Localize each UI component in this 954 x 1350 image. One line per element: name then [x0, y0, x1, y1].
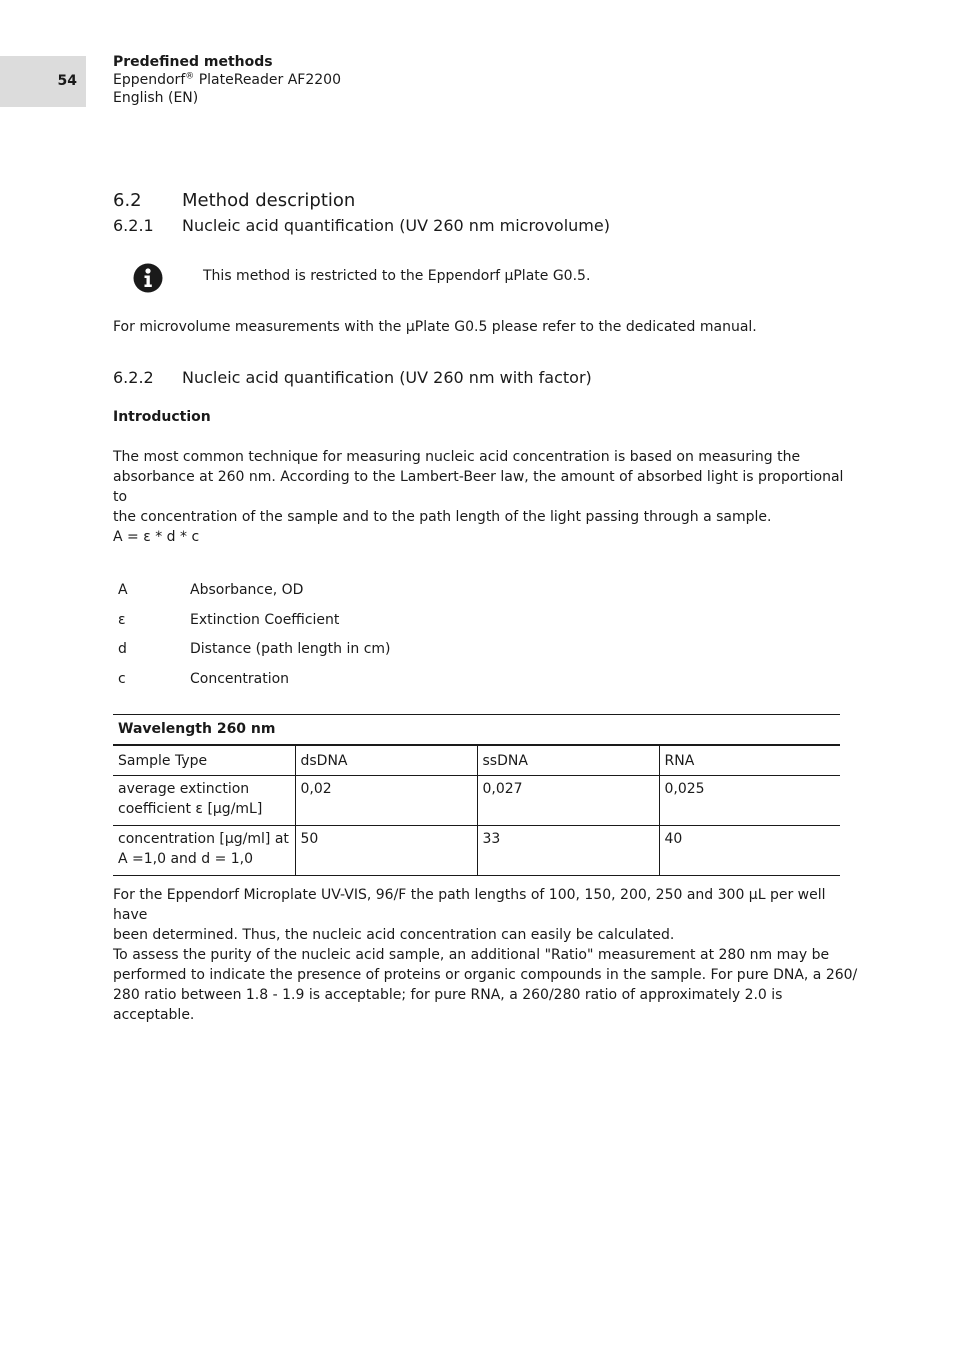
- introduction-paragraph: [113, 447, 858, 527]
- intro-line: absorbance at 260 nm. According to the Lambert-Beer law, the amount of absorbed light is proportional to: [113, 469, 844, 505]
- table-cell: 33: [477, 826, 659, 876]
- row-label: [113, 826, 295, 876]
- variable-meaning: Absorbance, OD: [190, 582, 304, 598]
- product-model: PlateReader AF2200: [194, 72, 341, 88]
- subsection-title-1: Nucleic acid quantification (UV 260 nm microvolume): [182, 216, 610, 235]
- intro-line: The most common technique for measuring nucleic acid concentration is based on measuring the: [113, 449, 801, 465]
- variable-symbol: ε: [118, 611, 126, 628]
- paragraph-line: performed to indicate the presence of proteins or organic compounds in the sample. For pure DNA, a 260/: [113, 967, 858, 983]
- lambert-beer-formula: A = ε * d * c: [113, 529, 200, 545]
- info-icon: [133, 263, 163, 293]
- paragraph-line: been determined. Thus, the nucleic acid concentration can easily be calculated.: [113, 927, 675, 943]
- subsection-title-2: Nucleic acid quantification (UV 260 nm with factor): [182, 368, 592, 387]
- introduction-heading: Introduction: [113, 409, 211, 425]
- subsection-heading-2: [113, 368, 592, 388]
- variable-symbol: d: [118, 641, 127, 658]
- row-label: [113, 776, 295, 826]
- table-cell: 0,027: [477, 776, 659, 826]
- variable-symbol: A: [118, 582, 128, 598]
- product-name: Eppendorf: [113, 72, 186, 88]
- table-row: [113, 776, 840, 826]
- row-label-line: coefficient ε [µg/mL]: [118, 801, 263, 817]
- table-cell: 0,025: [659, 776, 840, 826]
- paragraph-line: 280 ratio between 1.8 - 1.9 is acceptable; for pure RNA, a 260/280 ratio of approximately 2.0 is acceptable.: [113, 987, 783, 1023]
- variable-row: [113, 639, 391, 669]
- language-label: English (EN): [113, 90, 199, 106]
- row-label-line: average extinction: [118, 781, 250, 797]
- paragraph-line: To assess the purity of the nucleic acid sample, an additional "Ratio" measurement at 280 nm may be: [113, 947, 830, 963]
- subsection-number-1: 6.2.1: [113, 216, 154, 235]
- variable-row: [113, 580, 391, 610]
- pathlength-paragraph: [113, 885, 858, 945]
- extinction-table: [113, 714, 840, 876]
- product-line: [113, 71, 341, 89]
- variable-row: [113, 610, 391, 640]
- table-cell: 40: [659, 826, 840, 876]
- page-number: 54: [0, 56, 86, 107]
- table-row: [113, 826, 840, 876]
- paragraph-line: For the Eppendorf Microplate UV-VIS, 96/F the path lengths of 100, 150, 200, 250 and 300 µL per well have: [113, 887, 826, 923]
- subsection-heading-1: [113, 216, 610, 236]
- row-label-line: concentration [µg/ml] at: [118, 831, 289, 847]
- variable-meaning: Distance (path length in cm): [190, 641, 391, 658]
- section-heading: [113, 190, 355, 212]
- row-label-line: A =1,0 and d = 1,0: [118, 851, 254, 867]
- variable-meaning: Concentration: [190, 671, 290, 688]
- variable-symbol: c: [118, 671, 126, 688]
- column-header: RNA: [659, 745, 840, 776]
- running-header: [113, 53, 341, 107]
- table-caption: Wavelength 260 nm: [113, 715, 840, 746]
- section-title: Method description: [182, 190, 356, 211]
- purity-paragraph: [113, 945, 858, 1025]
- variable-row: [113, 669, 391, 699]
- microvolume-paragraph: For microvolume measurements with the µPlate G0.5 please refer to the dedicated manual.: [113, 319, 757, 335]
- variable-list: [113, 580, 391, 699]
- column-header: dsDNA: [295, 745, 477, 776]
- variable-meaning: Extinction Coefficient: [190, 611, 340, 628]
- table-cell: 0,02: [295, 776, 477, 826]
- table-header-row: [113, 745, 840, 776]
- column-header: ssDNA: [477, 745, 659, 776]
- registered-mark: ®: [185, 71, 195, 82]
- chapter-title: Predefined methods: [113, 54, 273, 70]
- table-cell: 50: [295, 826, 477, 876]
- intro-line: the concentration of the sample and to the path length of the light passing through a sample.: [113, 509, 772, 525]
- section-number: 6.2: [113, 190, 142, 211]
- column-header: Sample Type: [113, 745, 295, 776]
- subsection-number-2: 6.2.2: [113, 368, 154, 387]
- restriction-note: This method is restricted to the Eppendorf µPlate G0.5.: [203, 268, 591, 284]
